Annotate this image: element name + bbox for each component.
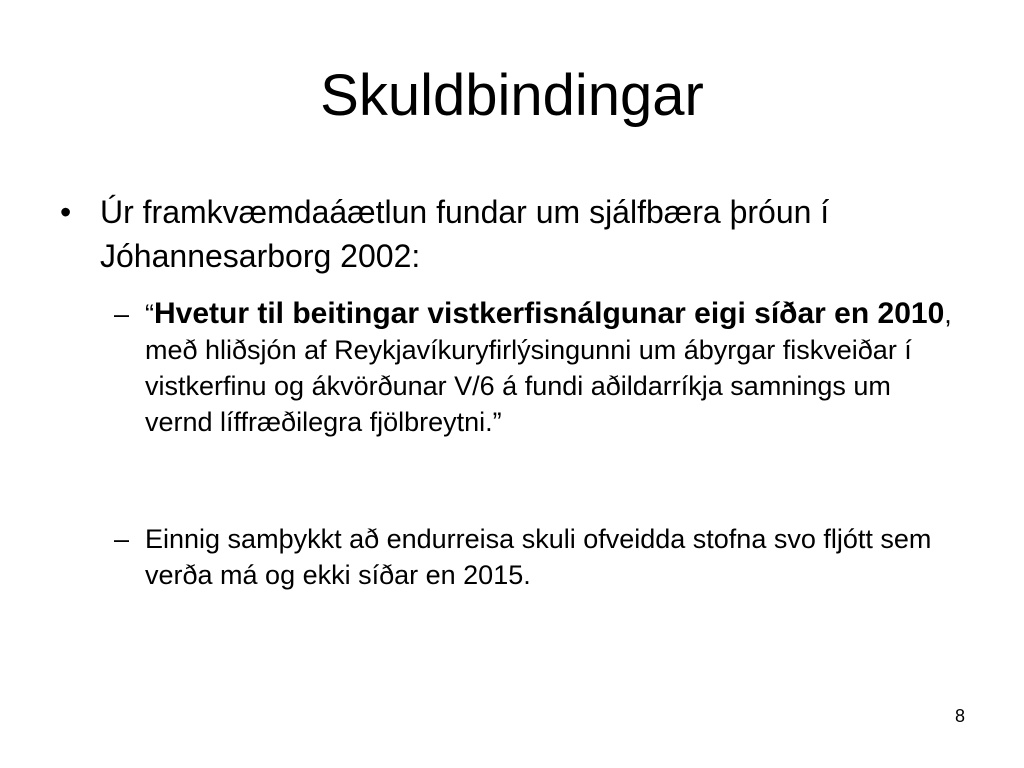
bullet-item	[60, 190, 940, 278]
slide-title: Skuldbindingar	[320, 63, 704, 128]
bullet-text: Úr framkvæmdaáætlun fundar um sjálfbæra þróun í Jóhannesarborg 2002:	[100, 194, 830, 274]
sub-bullet-item	[114, 296, 954, 440]
sub-bullet-rest-text: , með hliðsjón af Reykjavíkuryfirlýsingunni um ábyrgar fiskveiðar í vistkerfinu og ákvörðunar V/6 á fundi aðildarríkja samnings um vernd líffræðilegra fjölbreytni.”	[145, 299, 952, 437]
open-quote: “	[145, 299, 154, 329]
bold-lead-text: Hvetur til beitingar vistkerfisnálgunar eigi síðar en 2010	[154, 297, 945, 330]
page-number: 8	[954, 706, 965, 726]
bullet-mark: •	[60, 194, 72, 230]
sub-bullet-item	[114, 521, 954, 593]
sub-bullet-text	[145, 296, 954, 440]
sub-bullet-text: Einnig samþykkt að endurreisa skuli ofveidda stofna svo fljótt sem verða má og ekki síðar en 2015.	[145, 524, 932, 590]
sub-bullet-mark: –	[114, 299, 130, 329]
sub-bullet-mark: –	[114, 524, 130, 554]
